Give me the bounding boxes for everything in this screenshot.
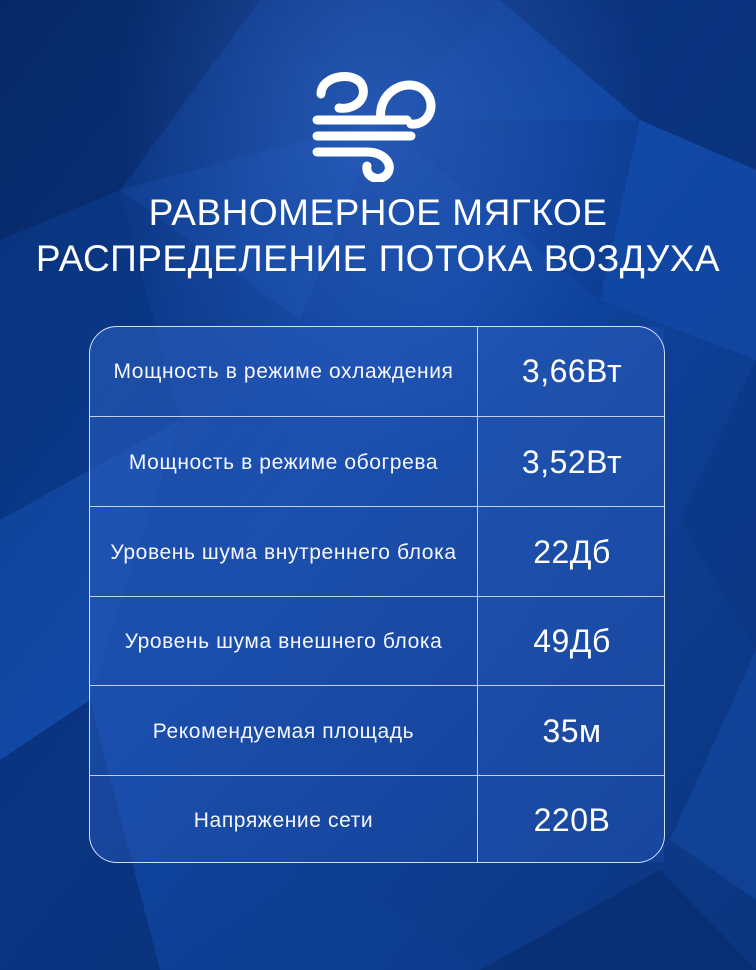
spec-value: 220В	[533, 802, 611, 838]
spec-value: 22Дб	[533, 533, 611, 570]
spec-label: Напряжение сети	[90, 776, 478, 863]
spec-value: 3,52Вт	[521, 443, 623, 480]
specs-table	[89, 326, 665, 863]
spec-label: Мощность в режиме охлаждения	[90, 327, 478, 416]
spec-value: 35м	[542, 712, 602, 749]
spec-label: Мощность в режиме обогрева	[90, 417, 478, 507]
spec-row	[90, 506, 665, 597]
wind-icon	[311, 64, 439, 182]
spec-row	[90, 685, 665, 776]
headline	[0, 190, 756, 282]
headline-line-2: РАСПРЕДЕЛЕНИЕ ПОТОКА ВОЗДУХА	[35, 238, 721, 279]
spec-row	[90, 416, 665, 507]
spec-row	[90, 775, 665, 863]
spec-row	[90, 596, 665, 686]
spec-label: Рекомендуемая площадь	[90, 686, 478, 776]
spec-label: Уровень шума внешнего блока	[90, 597, 478, 686]
spec-value: 49Дб	[533, 623, 611, 659]
spec-value: 3,66Вт	[521, 353, 623, 389]
spec-label: Уровень шума внутреннего блока	[90, 507, 478, 597]
spec-row	[90, 327, 665, 416]
headline-line-1: РАВНОМЕРНОЕ МЯГКОЕ	[148, 192, 608, 233]
